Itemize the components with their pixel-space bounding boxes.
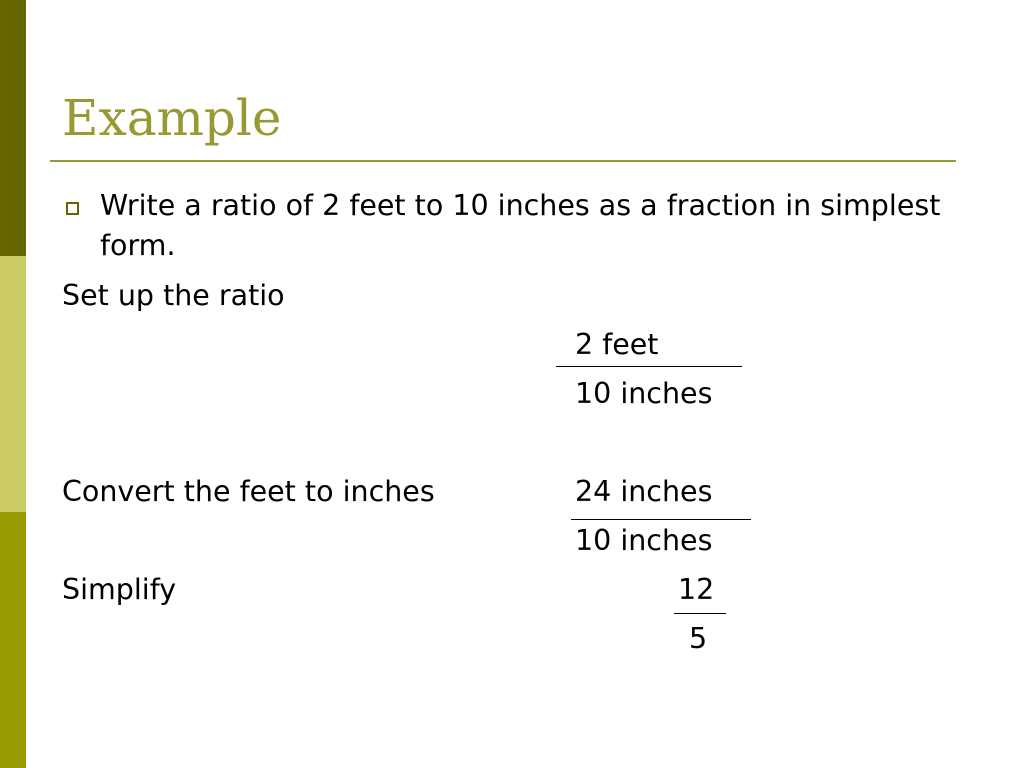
bullet-text: Write a ratio of 2 feet to 10 inches as a fraction in simplest form. bbox=[100, 189, 941, 262]
step-1-label: Set up the ratio bbox=[62, 279, 285, 312]
step-2-numerator: 24 inches bbox=[575, 475, 713, 508]
step-2-label: Convert the feet to inches bbox=[62, 475, 435, 508]
sidebar-accent-bottom bbox=[0, 512, 26, 768]
square-bullet-icon bbox=[66, 202, 79, 215]
sidebar-accent-top bbox=[0, 0, 26, 256]
slide-title: Example bbox=[62, 89, 282, 147]
step-1-fraction-bar bbox=[556, 366, 742, 367]
step-2-denominator: 10 inches bbox=[575, 524, 713, 557]
step-1-numerator: 2 feet bbox=[575, 328, 659, 361]
step-2-fraction-bar bbox=[571, 519, 751, 520]
step-3-numerator: 12 bbox=[678, 573, 715, 606]
sidebar-accent-middle bbox=[0, 256, 26, 512]
step-3-denominator: 5 bbox=[689, 622, 708, 655]
step-1-denominator: 10 inches bbox=[575, 377, 713, 410]
title-divider bbox=[50, 160, 956, 162]
step-3-label: Simplify bbox=[62, 573, 177, 606]
step-3-fraction-bar bbox=[674, 613, 726, 614]
